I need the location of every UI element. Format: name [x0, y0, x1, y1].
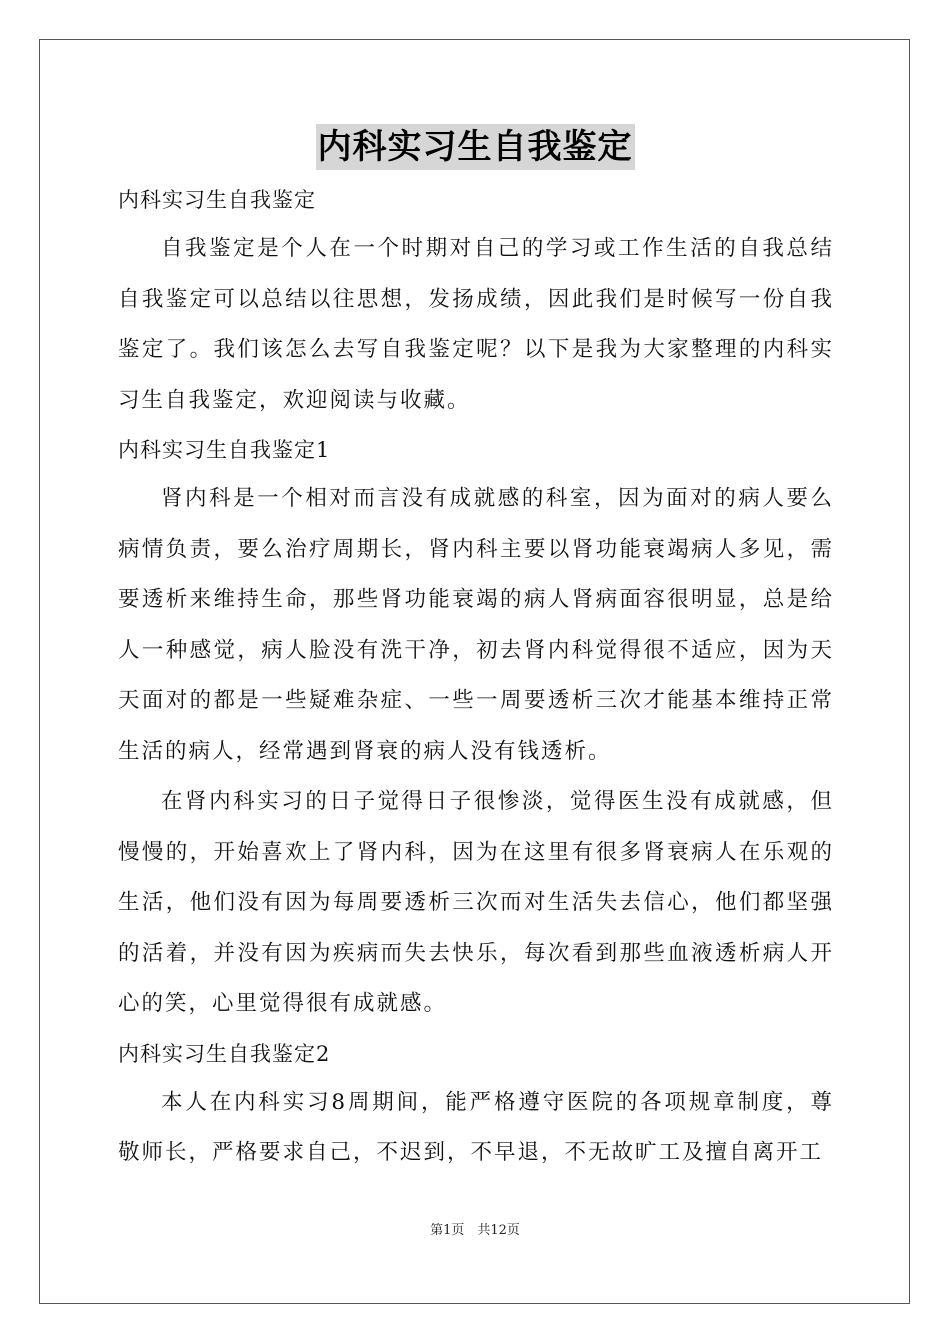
document-body — [118, 176, 834, 1179]
page-footer: 第1页 共12页 — [430, 1223, 520, 1238]
section-heading-2: 内科实习生自我鉴定2 — [118, 1041, 331, 1066]
paragraph-1a: 肾内科是一个相对而言没有成就感的科室，因为面对的病人要么病情负责，要么治疗周期长，肾内科主要以肾功能衰竭病人多见，需要透析来维持生命，那些肾功能衰竭的病人肾病面容很明显，总是给人一种感觉，病人脸没有洗干净，初去肾内科觉得很不适应，因为天天面对的都是一些疑难杂症、一些一周要透析三次才能基本维持正常生活的病人，经常遇到肾衰的病人没有钱透析。 — [118, 486, 834, 764]
title-wrap — [0, 124, 950, 170]
paragraph-intro: 自我鉴定是个人在一个时期对自己的学习或工作生活的自我总结自我鉴定可以总结以往思想，发扬成绩，因此我们是时候写一份自我鉴定了。我们该怎么去写自我鉴定呢？以下是我为大家整理的内科实习生自我鉴定，欢迎阅读与收藏。 — [118, 236, 834, 413]
paragraph-2a: 本人在内科实习8周期间，能严格遵守医院的各项规章制度，尊敬师长，严格要求自己，不迟到，不早退，不无故旷工及擅自离开工 — [118, 1089, 834, 1165]
document-title: 内科实习生自我鉴定 — [316, 124, 635, 170]
paragraph-1b: 在肾内科实习的日子觉得日子很惨淡，觉得医生没有成就感，但慢慢的，开始喜欢上了肾内科，因为在这里有很多肾衰病人在乐观的生活，他们没有因为每周要透析三次而对生活失去信心，他们都坚强的活着，并没有因为疾病而失去快乐，每次看到那些血液透析病人开心的笑，心里觉得很有成就感。 — [118, 789, 834, 1016]
section-heading-1: 内科实习生自我鉴定1 — [118, 438, 331, 462]
section-heading-intro: 内科实习生自我鉴定 — [118, 188, 316, 212]
